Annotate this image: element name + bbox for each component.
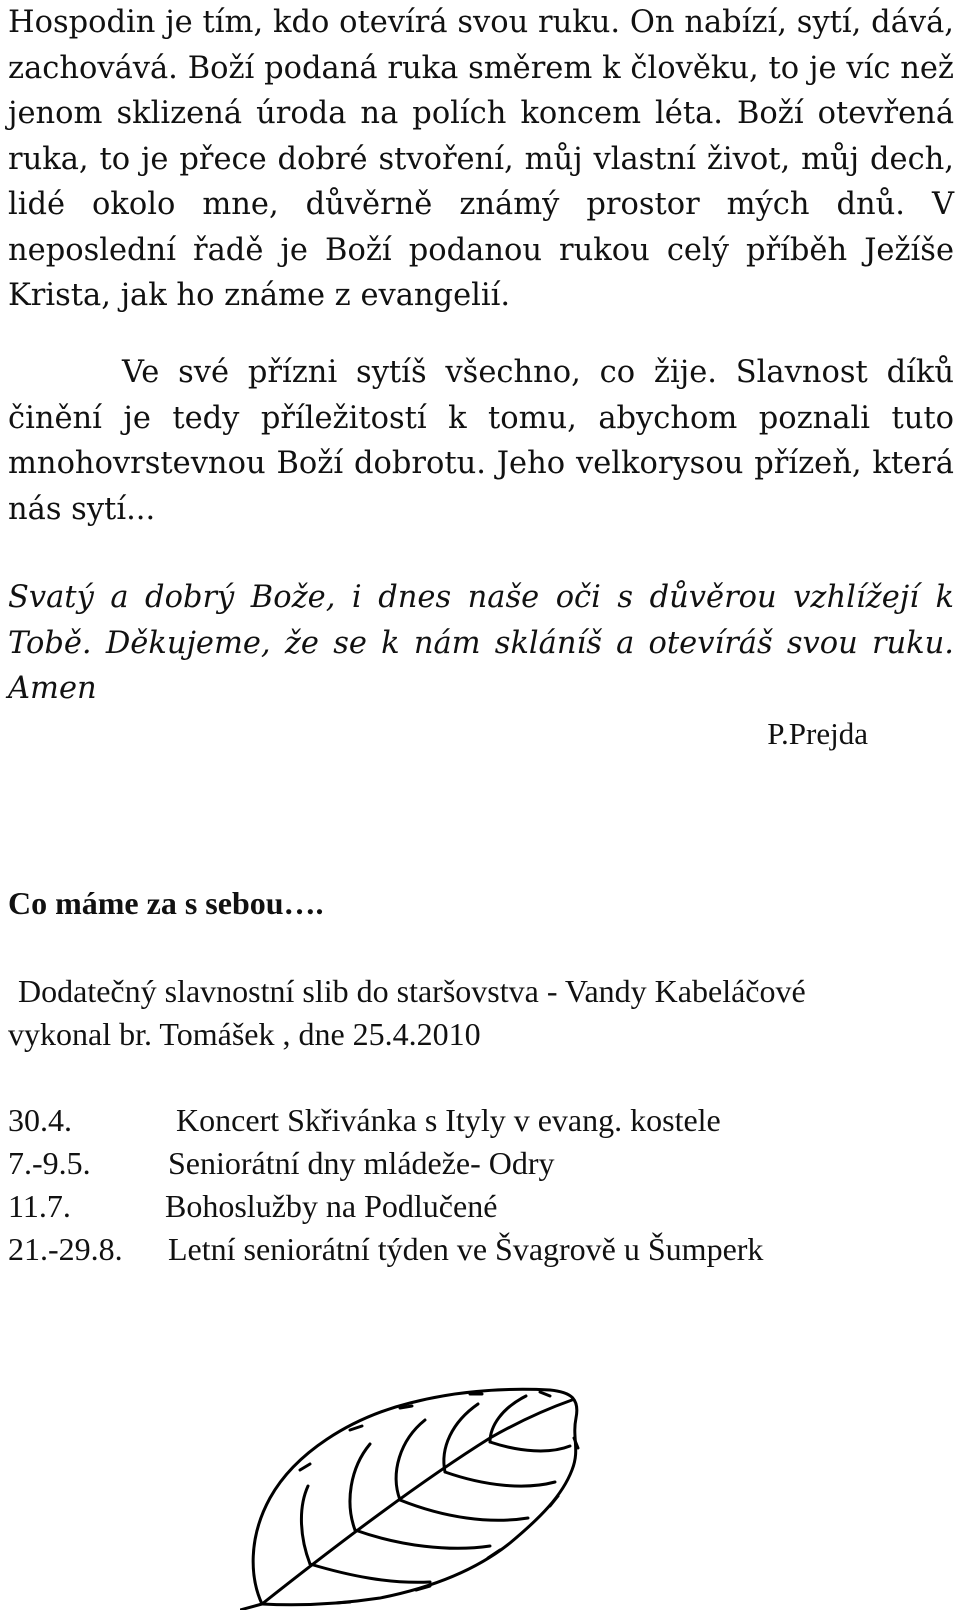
event-description: Letní seniorátní týden ve Švagrově u Šumperk xyxy=(168,1231,764,1267)
notice-block xyxy=(8,970,958,1056)
event-item xyxy=(8,1142,958,1185)
events-list xyxy=(8,1099,958,1271)
notice-line-1: Dodatečný slavnostní slib do staršovstva - Vandy Kabeláčové xyxy=(18,973,806,1009)
event-item xyxy=(8,1185,958,1228)
paragraph-intro: Hospodin je tím, kdo otevírá svou ruku. On nabízí, sytí, dává, zachovává. Boží podaná ruka směrem k člověku, to je víc než jenom sklizená úroda na polích koncem léta. Boží otevřená ruka, to je přece dobré stvoření, můj vlastní život, můj dech, lidé okolo mne, důvěrně známý prostor mých dnů. V neposlední řadě je Boží podanou rukou celý příběh Ježíše Krista, jak ho známe z evangelií. xyxy=(8,5,954,313)
author-signature: P.Prejda xyxy=(767,716,868,751)
event-date: 21.-29.8. xyxy=(8,1231,123,1267)
leaf-icon xyxy=(240,1378,600,1610)
event-description: Koncert Skřivánka s Ityly v evang. kostele xyxy=(176,1102,721,1138)
section-heading: Co máme za s sebou…. xyxy=(8,885,324,921)
event-date: 11.7. xyxy=(8,1188,71,1224)
prayer-text: Svatý a dobrý Bože, i dnes naše oči s důvěrou vzhlížejí k Tobě. Děkujeme, že se k nám skláníš a otevíráš svou ruku. Amen xyxy=(8,580,954,706)
paragraph-thanksgiving: Ve své přízni sytíš všechno, co žije. Slavnost díků činění je tedy příležitostí k tomu, abychom poznali tuto mnohovrstevnou Boží dobrotu. Jeho velkorysou přízeň, která nás sytí... xyxy=(8,355,954,527)
event-description: Bohoslužby na Podlučené xyxy=(165,1188,498,1224)
notice-line-2: vykonal br. Tomášek , dne 25.4.2010 xyxy=(8,1016,481,1052)
event-description: Seniorátní dny mládeže- Odry xyxy=(168,1145,555,1181)
event-date: 7.-9.5. xyxy=(8,1145,91,1181)
event-item xyxy=(8,1099,958,1142)
event-item xyxy=(8,1228,958,1271)
event-date: 30.4. xyxy=(8,1102,72,1138)
